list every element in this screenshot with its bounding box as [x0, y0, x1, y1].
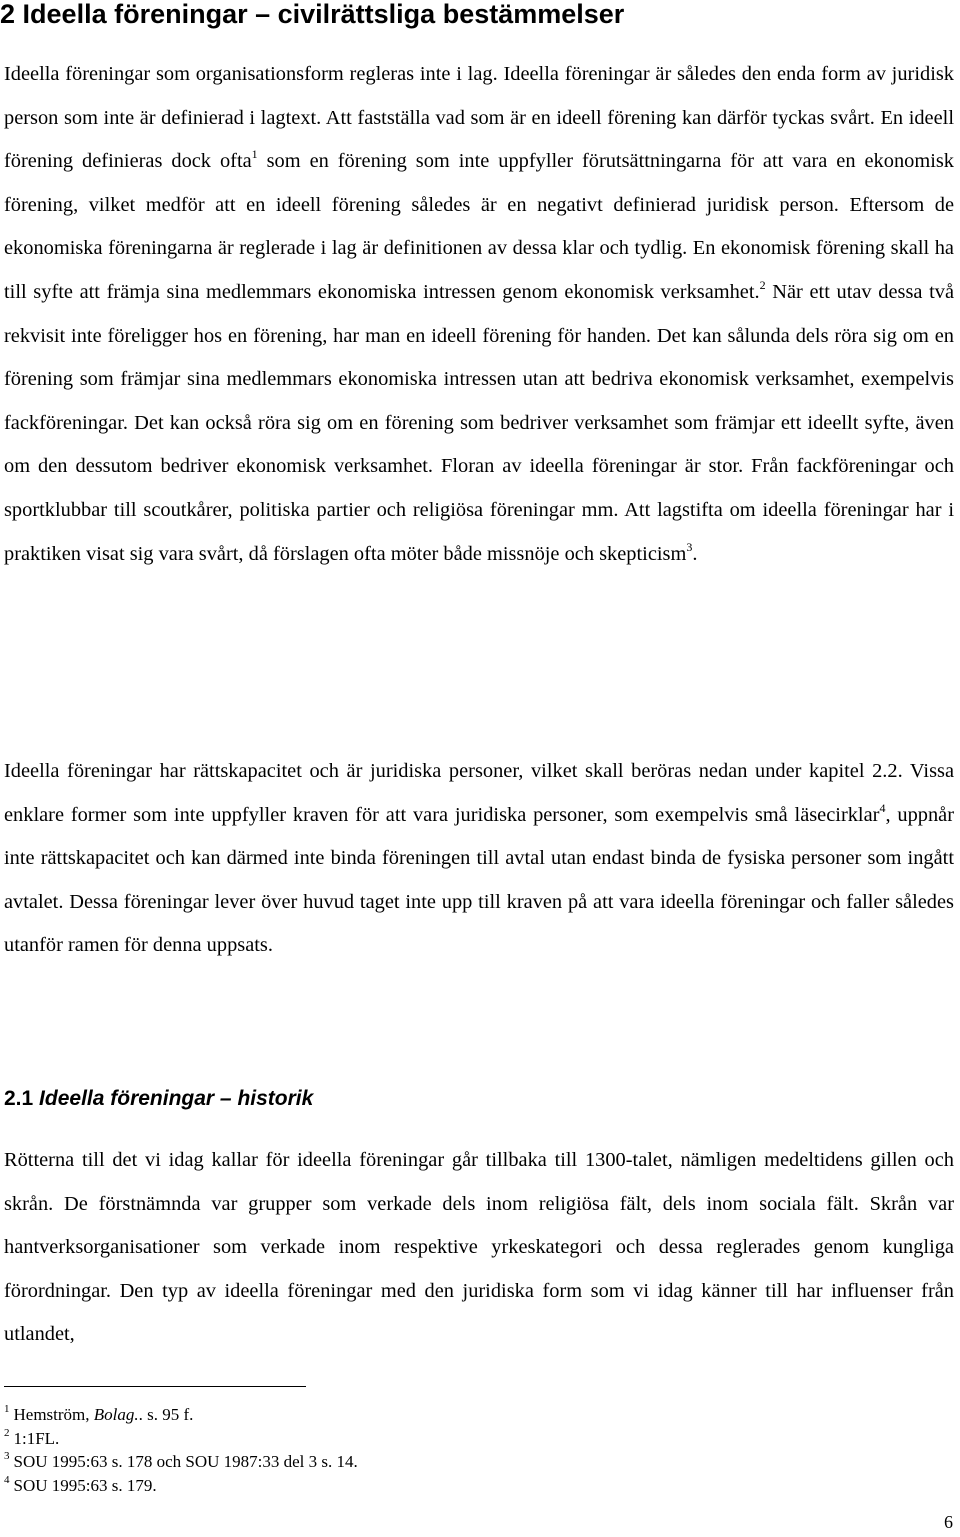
paragraph-text: Ideella föreningar har rättskapacitet och är juridiska personer, vilket skall beröras nedan under kapitel 2.2. Vissa enklare former som inte uppfyller kraven för att vara juridiska personer, som exempelvis små läsecirklar [4, 760, 954, 826]
footnote-italic: Bolag. [93, 1405, 139, 1424]
footnote-ref-4[interactable]: 4 [879, 800, 886, 815]
paragraph-legal-capacity [4, 750, 954, 968]
footnotes-list [4, 1403, 358, 1497]
footnote-item [4, 1427, 358, 1451]
paragraph-text: . [692, 542, 698, 565]
paragraph-text: , uppnår inte rättskapacitet och kan därmed inte binda föreningen till avtal utan endast binda de fysiska personer som ingått avtalet. Dessa föreningar lever över huvud taget inte upp till kraven på att vara ideella föreningar och faller således utanför ramen för denna uppsats. [4, 803, 954, 957]
footnote-text: Hemström, [13, 1405, 94, 1424]
footnote-text: SOU 1995:63 s. 178 och SOU 1987:33 del 3 s. 14. [13, 1452, 358, 1472]
footnote-item [4, 1403, 358, 1427]
footnote-number: 2 [4, 1426, 10, 1439]
footnote-text: SOU 1995:63 s. 179. [13, 1475, 157, 1495]
chapter-number: 2 [0, 0, 16, 29]
footnote-number: 4 [4, 1473, 10, 1486]
footnote-number: 1 [4, 1403, 10, 1415]
section-title: Ideella föreningar – historik [39, 1087, 314, 1110]
footnote-divider [4, 1386, 306, 1387]
footnote-text: . s. 95 f. [138, 1405, 194, 1424]
footnote-ref-2[interactable]: 2 [759, 277, 766, 292]
footnote-item [4, 1474, 358, 1498]
footnote-item [4, 1450, 358, 1474]
section-number: 2.1 [4, 1087, 34, 1110]
paragraph-history: Rötterna till det vi idag kallar för ideella föreningar går tillbaka till 1300-talet, nämligen medeltidens gillen och skrån. De förstnämnda var grupper som verkade dels inom religiösa fält, dels inom sociala fält. Skrån var hantverksorganisationer som verkade inom respektive yrkeskategori och dessa reglerades genom kungliga förordningar. Den typ av ideella föreningar med den juridiska form som vi idag känner till har influenser från utlandet, [4, 1149, 954, 1346]
paragraph-text: Ideella föreningar som organisationsform regleras inte i lag. Ideella föreningar är således den enda form av juridisk person som inte är definierad i lagtext. Att fastställa vad som är en ideell förening kan därför tyckas svårt. En ideell förening definieras dock ofta [4, 63, 954, 173]
chapter-title: Ideella föreningar – civilrättsliga bestämmelser [22, 0, 625, 29]
paragraph-text: som en förening som inte uppfyller förutsättningarna för att vara en ekonomisk förening, vilket medför att en ideell förening således är en negativt definierad juridisk person. Eftersom de ekonomiska föreningarna är reglerade i lag är definitionen av dessa klar och tydlig. En ekonomisk förening skall ha till syfte att främja sina medlemmars ekonomiska intressen genom ekonomisk verksamhet. [4, 150, 954, 303]
footnote-text: 1:1FL. [13, 1428, 60, 1448]
footnote-number: 3 [4, 1450, 10, 1463]
footnote-ref-1[interactable]: 1 [251, 147, 258, 162]
footnote-ref-3[interactable]: 3 [686, 539, 693, 554]
section-heading [4, 1084, 313, 1114]
chapter-heading [0, 0, 624, 30]
paragraph-text: När ett utav dessa två rekvisit inte föreligger hos en förening, har man en ideell förening för handen. Det kan sålunda dels röra sig om en förening som främjar sina medlemmars ekonomiska intressen utan att bedriva ekonomisk verksamhet, exempelvis fackföreningar. Det kan också röra sig om en förening som bedriver verksamhet som främjar ett ideellt syfte, även om den dessutom bedriver ekonomisk verksamhet. Floran av ideella föreningar är stor. Från fackföreningar och sportklubbar till scoutkårer, politiska partier och religiösa föreningar mm. Att lagstifta om ideella föreningar har i praktiken visat sig vara svårt, då förslagen ofta möter både missnöje och skepticism [4, 280, 954, 565]
page-number: 6 [944, 1512, 953, 1532]
paragraph-intro [4, 53, 954, 576]
